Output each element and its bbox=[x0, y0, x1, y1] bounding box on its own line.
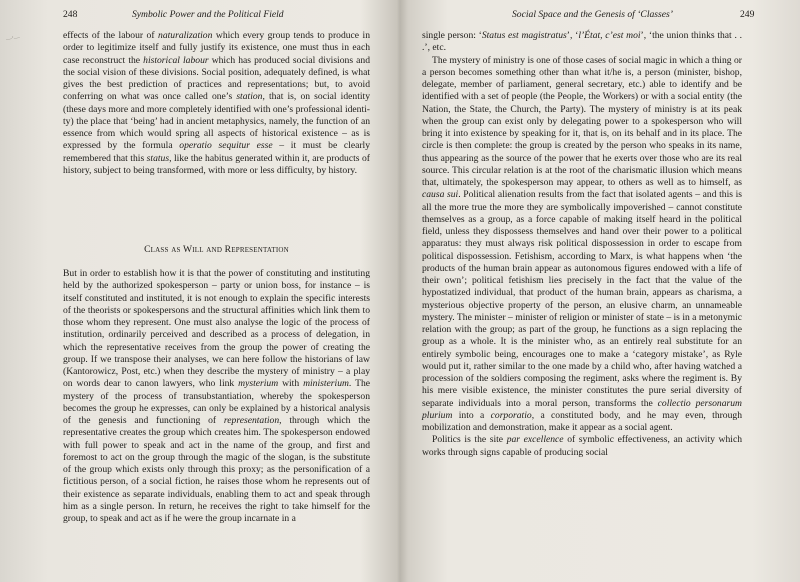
right-running-title: Social Space and the Genesis of ‘Classes’ bbox=[512, 9, 673, 20]
left-paragraph-1: effects of the labour of naturalization which every group tends to produce in order to legitimize itself and fully justify its existence, one must thus in each case reconstruct the historical labour which has produced social divisions and the social vision of these divisions. Social position, adequately defined, is what gives the best prediction of practices and representations; but, to avoid conferring on what was once called one’s station, that is, on social identity (these days more and more completely identified with one’s professional identity) the place that ‘being’ had in ancient metaphysics, namely, the function of an essence from which would spring all aspects of historical existence – as is expressed by the formula operatio sequitur esse – it must be clearly remembered that this status, like the habitus generated within it, are products of history, subject to being transformed, with more or less difficulty, by history. bbox=[63, 30, 371, 176]
right-paragraph-1: single person: ‘Status est magistratus’, ‘l’État, c’est moi’, ‘the union thinks that . . .’, etc. bbox=[422, 30, 743, 54]
right-paragraph-3: Politics is the site par excellence of symbolic effectiveness, an activity which works through signs capable of producing social bbox=[422, 434, 742, 458]
left-paragraph-2: But in order to establish how it is that the power of constituting and instituting held by the authorized spokesperson – party or union boss, for instance – is itself constituted and instituted, it is not enough to explain the specific interests of the theorists or spokespersons and the structural affinities which link them to those whom they represent. One must also analyse the logic of the process of institution, ordinarily perceived and described as a process of delegation, in which the representative receives from the group the power of creating the group. If we transpose their analyses, we can here follow the historians of law (Kantorowicz, Post, etc.) when they describe the mystery of ministry – a play on words dear to canon lawyers, who link mysterium with ministerium. The mystery of the process of transubstantiation, whereby the spokesperson becomes the group he expresses, can only be explained by a historical analysis of the genesis and functioning of representation, through which the representative creates the group which creates him. The spokesperson endowed with full power to speak and act in the name of the group, and first and foremost to act on the group through the magic of the slogan, is the substitute of the group which exists only through this proxy; as the personification of a fictitious person, of a social fiction, he raises those whom he represents out of their existence as separate individuals, enabling them to act and speak through him as a single person. In return, he receives the right to take himself for the group, to speak and act as if he were the group incarnate in a bbox=[63, 268, 371, 524]
left-body-bottom bbox=[63, 268, 370, 525]
right-page-number: 249 bbox=[740, 9, 755, 20]
margin-mark: —‘— bbox=[5, 35, 21, 43]
left-running-title: Symbolic Power and the Political Field bbox=[132, 9, 284, 20]
left-page-number: 248 bbox=[63, 9, 78, 20]
section-heading: Class as Will and Representation bbox=[144, 244, 289, 255]
right-paragraph-2: The mystery of ministry is one of those cases of social magic in which a thing or a person becomes something other than what it/he is, a person (minister, bishop, delegate, member of parliament, general secretary, etc.) able to identify and be identified with a set of people (the People, the Workers) or with a social entity (the Nation, the State, the Church, the Party). The mystery of ministry is at its peak when the group can exist only by delegating power to a spokesperson who will bring it into existence by speaking for it, that is, on its behalf and in its place. The circle is then complete: the group is created by the person who speaks in its name, thus appearing as the source of the power that he exerts over those who are its real source. This circular relation is at the root of the charismatic illusion which means that, ultimately, the spokesperson may appear, to others as well as to himself, as causa sui. Political alienation results from the fact that isolated agents – and this is all the more true the more they are symbolically impoverished – cannot constitute themselves as a group, as a force capable of making itself heard in the political field, unless they dispossess themselves and hand over their power to a political apparatus: they must always risk political dispossession in order to escape from political dispossession. Fetishism, according to Marx, is what happens when ‘the products of the human brain appear as autonomous figures endowed with a life of their own’; political fetishism lies precisely in the fact that the value of the hypostatized individual, that product of the human brain, appears as charisma, a mysterious objective property of the person, an elusive charm, an unnameable mystery. The minister – minister of religion or minister of state – is in a metonymic relation with the group; as part of the group, he functions as a sign replacing the group as a whole. It is the minister who, as an entirely real substitute for an entirely symbolic being, encourages one to make a ‘category mistake’, as Ryle would put it, rather similar to the one made by a child who, after having watched a procession of the soldiers composing the regiment, asks where the regiment is. By his mere visible existence, the minister constitutes the pure serial diversity of separate individuals into a moral person, transforms the collectio personarum plurium into a corporatio, a constituted body, and he may even, through mobilization and demonstration, make it appear as a social agent. bbox=[422, 54, 742, 433]
right-page bbox=[400, 0, 800, 582]
right-body bbox=[422, 30, 742, 459]
left-body-top bbox=[63, 30, 370, 177]
